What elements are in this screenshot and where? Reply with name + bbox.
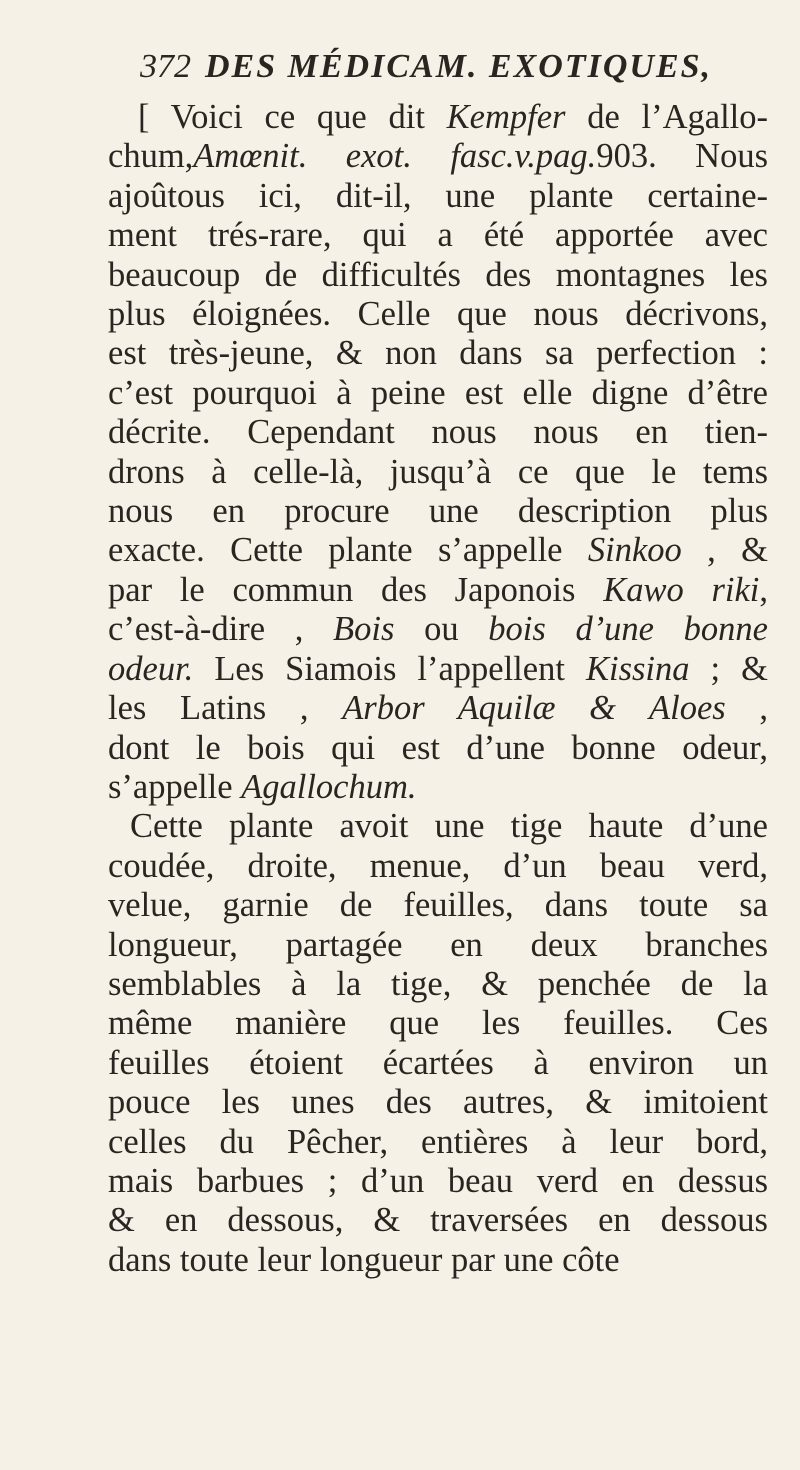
running-title: DES MÉDICAM. EXOTIQUES, [205,48,713,85]
text-line [108,886,768,925]
text-line [108,531,768,570]
text-segment: feuilles étoient écartées à environ un [108,1043,768,1082]
text-line [108,256,768,295]
text-line [108,137,768,176]
text-line [108,334,768,373]
text-line [108,492,768,531]
text-segment: drons à celle-là, jusqu’à ce que le tems [108,452,768,491]
italic-text: Amœnit. exot. fasc.v.pag. [193,137,597,176]
text-segment: décrite. Cependant nous nous en tien- [108,413,768,452]
text-segment: ; & [689,649,769,688]
text-segment: velue, garnie de feuilles, dans toute sa [108,886,768,925]
text-segment: s’appelle [108,767,242,806]
text-line [108,926,768,965]
text-line [108,610,768,649]
italic-text: Sinkoo [587,531,682,570]
text-line [108,1123,768,1162]
text-segment: mais barbues ; d’un beau verd en dessus [108,1161,768,1200]
text-segment: ment trés-rare, qui a été apportée avec [108,216,768,255]
running-header [140,48,713,86]
text-segment: & en dessous, & traversées en dessous [108,1201,768,1240]
text-segment: plus éloignées. Celle que nous décrivons, [108,295,768,334]
text-segment: exacte. Cette plante s’appelle [108,531,588,570]
text-segment: dont le bois qui est d’une bonne odeur, [108,728,768,767]
text-line [108,216,768,255]
text-line [108,1004,768,1043]
text-line [108,295,768,334]
text-segment: celles du Pêcher, entières à leur bord, [108,1122,768,1161]
italic-text: Kissina [585,649,690,688]
text-segment: , [725,689,769,728]
text-segment: c’est-à-dire , [108,610,334,649]
text-segment: Les Siamois l’appellent [193,649,586,688]
text-line [108,1162,768,1201]
text-line [108,965,768,1004]
italic-text: bois d’une bonne [488,610,768,649]
text-segment: est très-jeune, & non dans sa perfection : [108,334,768,373]
text-segment: chum, [108,137,194,176]
italic-text: Kawo riki [603,570,760,609]
text-segment: semblables à la tige, & penchée de la [108,964,768,1003]
text-segment: les Latins , [108,689,343,728]
text-segment: ajoûtous ici, dit-il, une plante certaine- [108,176,768,215]
text-line [108,1201,768,1240]
text-segment: Cette plante avoit une tige haute d’une [130,807,768,846]
italic-text: Arbor Aquilæ & Aloes [342,689,726,728]
text-line [108,650,768,689]
text-line [108,847,768,886]
text-line [108,807,768,846]
text-segment: 903. Nous [596,137,768,176]
text-line [108,1083,768,1122]
italic-text: odeur. [108,649,194,688]
text-segment: de l’Agallo- [565,98,768,136]
text-segment: pouce les unes des autres, & imitoient [108,1083,768,1122]
text-line [108,453,768,492]
text-segment: longueur, partagée en deux branches [108,925,768,964]
text-segment: par le commun des Japonois [108,570,604,609]
italic-text: Bois [333,610,395,649]
page-number: 372 [140,48,191,85]
text-line [108,768,768,807]
text-line [108,689,768,728]
text-line [108,1044,768,1083]
text-segment: dans toute leur longueur par une côte [108,1240,620,1279]
italic-text: Agallochum. [241,767,417,806]
text-segment: ou [394,610,489,649]
italic-text: Kempfer [446,98,566,136]
text-segment: [ Voici ce que dit [138,98,447,136]
text-line [108,177,768,216]
text-segment: nous en procure une description plus [108,492,768,531]
text-line [108,571,768,610]
text-segment: , & [681,531,768,570]
text-segment: beaucoup de difficultés des montagnes les [108,255,768,294]
text-line [108,413,768,452]
text-line [108,1241,768,1280]
text-segment: c’est pourquoi à peine est elle digne d’être [108,373,768,412]
body-text [108,98,768,1280]
text-line [108,98,768,137]
text-line [108,374,768,413]
text-segment: coudée, droite, menue, d’un beau verd, [108,846,768,885]
text-segment: même manière que les feuilles. Ces [108,1004,768,1043]
text-segment: , [759,570,768,609]
text-line [108,729,768,768]
